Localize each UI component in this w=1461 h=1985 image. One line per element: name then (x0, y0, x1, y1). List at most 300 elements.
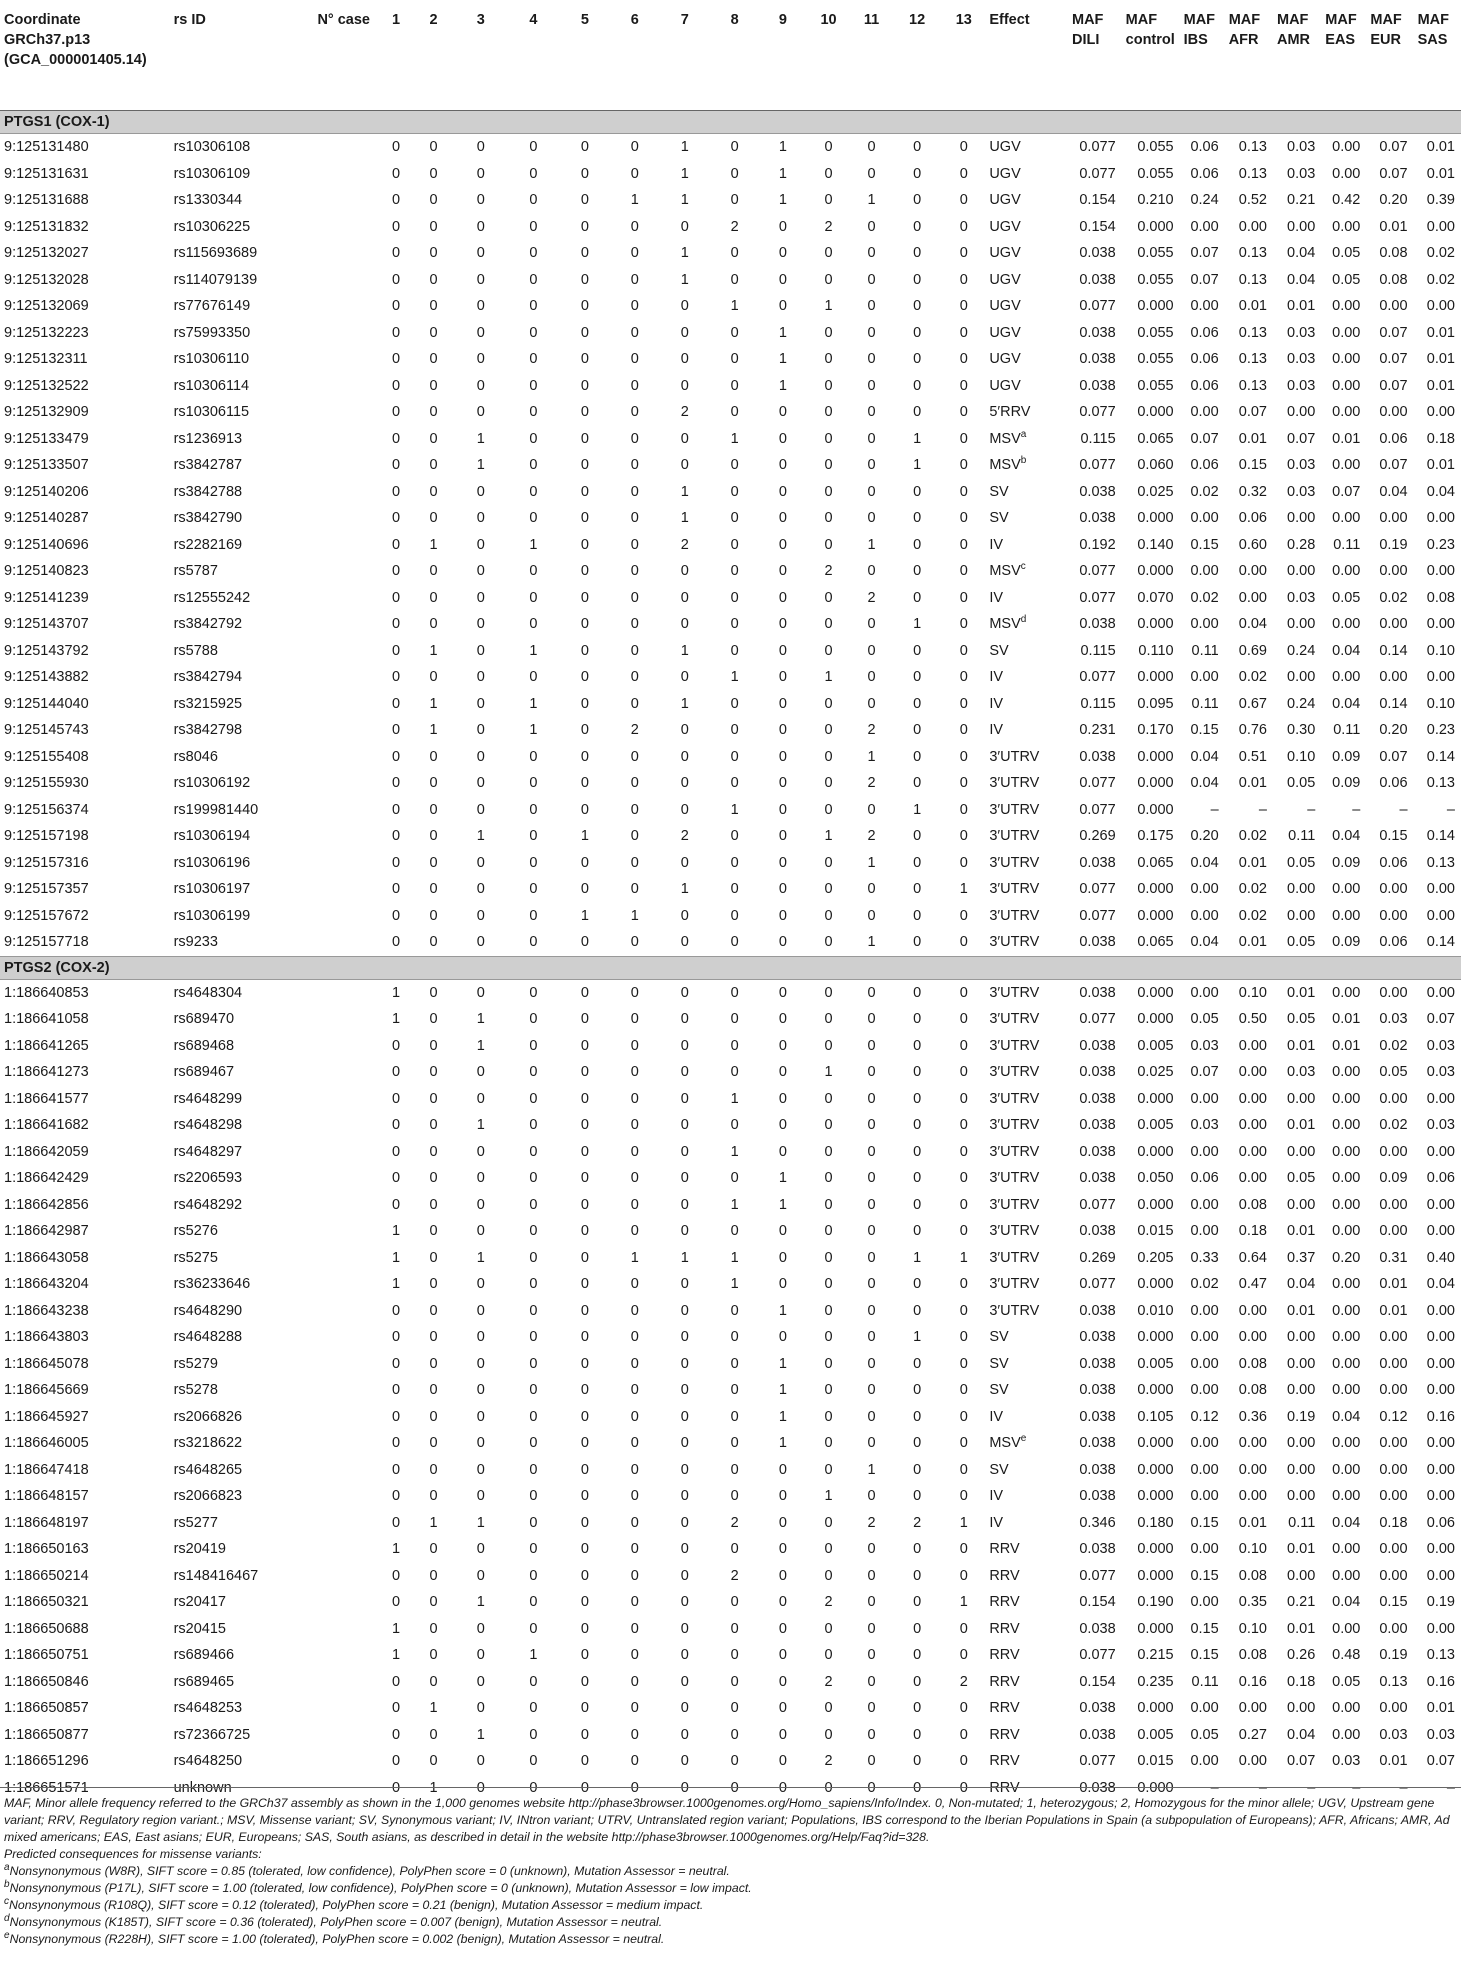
maf-cell: 0.105 (1137, 1408, 1174, 1425)
coordinate-cell: 9:125131480 (4, 139, 89, 156)
genotype-cell: 1 (778, 192, 787, 209)
coordinate-cell: 9:125132909 (4, 404, 89, 421)
maf-cell: 0.15 (1379, 1594, 1408, 1611)
maf-cell: 0.01 (1379, 1302, 1408, 1319)
rs-id-cell: rs20419 (173, 1541, 226, 1558)
genotype-cell: 1 (476, 1117, 485, 1134)
maf-cell: 0.07 (1238, 404, 1267, 421)
table-row (0, 1086, 1461, 1113)
genotype-cell: 0 (730, 1037, 739, 1054)
maf-cell: 0.08 (1426, 589, 1455, 606)
case-count-cell (313, 426, 377, 453)
genotype-cell: 0 (680, 1143, 689, 1160)
genotype-cell: 1 (529, 722, 538, 739)
maf-cell: 0.038 (1079, 984, 1116, 1001)
rs-id-cell: rs3842790 (173, 510, 243, 527)
genotype-cell: 0 (867, 1673, 876, 1690)
genotype-cell: 0 (824, 1541, 833, 1558)
genotype-cell: 0 (680, 324, 689, 341)
genotype-cell: 0 (476, 669, 485, 686)
genotype-cell: 0 (730, 165, 739, 182)
genotype-cell: 0 (580, 1196, 589, 1213)
maf-cell: 0.32 (1238, 483, 1267, 500)
maf-cell: 0.055 (1137, 324, 1174, 341)
case-count-cell (313, 1669, 377, 1696)
genotype-cell: 0 (680, 1355, 689, 1372)
genotype-cell: 0 (529, 1302, 538, 1319)
genotype-cell: 0 (913, 828, 922, 845)
genotype-cell: 0 (913, 589, 922, 606)
genotype-cell: 0 (476, 245, 485, 262)
missense-note (4, 1863, 1454, 1880)
maf-cell: 0.15 (1379, 828, 1408, 845)
genotype-cell: 0 (429, 1037, 438, 1054)
genotype-cell: 0 (529, 351, 538, 368)
genotype-cell: 0 (429, 775, 438, 792)
genotype-cell: 2 (824, 1594, 833, 1611)
genotype-cell: 0 (630, 1753, 639, 1770)
maf-cell: 0.00 (1332, 1355, 1361, 1372)
genotype-cell: 0 (580, 1090, 589, 1107)
maf-cell: 0.00 (1287, 1461, 1316, 1478)
genotype-cell: 0 (680, 430, 689, 447)
maf-cell: 0.00 (1238, 1302, 1267, 1319)
genotype-cell: 0 (391, 192, 401, 209)
genotype-cell: 0 (476, 1673, 485, 1690)
maf-cell: 0.00 (1426, 1355, 1455, 1372)
genotype-cell: 0 (959, 801, 968, 818)
genotype-cell: 0 (476, 1276, 485, 1293)
genotype-cell: 1 (778, 1382, 787, 1399)
genotype-cell: 1 (391, 1276, 401, 1293)
genotype-cell: 0 (824, 722, 833, 739)
effect-label: UGV (989, 298, 1021, 315)
table-header-row (0, 0, 1461, 111)
coordinate-cell: 1:186650751 (4, 1647, 89, 1664)
column-header: 12 (892, 0, 940, 111)
genotype-cell: 0 (476, 1223, 485, 1240)
genotype-cell: 0 (391, 616, 401, 633)
genotype-cell: 2 (730, 1567, 739, 1584)
genotype-cell: 0 (391, 907, 401, 924)
genotype-cell: 0 (529, 192, 538, 209)
genotype-cell: 0 (529, 775, 538, 792)
genotype-cell: 0 (580, 722, 589, 739)
maf-cell: 0.000 (1137, 1329, 1174, 1346)
genotype-cell: 0 (730, 1753, 739, 1770)
genotype-cell: 0 (824, 775, 833, 792)
genotype-cell: 0 (824, 324, 833, 341)
effect-label: UGV (989, 192, 1021, 209)
genotype-cell: 0 (867, 1408, 876, 1425)
genotype-cell: 0 (391, 1779, 401, 1796)
maf-cell: 0.000 (1137, 563, 1174, 580)
maf-cell: 0.09 (1332, 775, 1361, 792)
maf-cell: 0.02 (1238, 828, 1267, 845)
effect-cell (985, 717, 1068, 744)
genotype-cell: 0 (529, 1223, 538, 1240)
genotype-cell: 0 (580, 854, 589, 871)
genotype-cell: 0 (630, 404, 639, 421)
maf-cell: 0.00 (1190, 404, 1219, 421)
genotype-cell: 0 (529, 1170, 538, 1187)
genotype-cell: 0 (824, 589, 833, 606)
coordinate-cell: 1:186641058 (4, 1011, 89, 1028)
table-row (0, 134, 1461, 161)
genotype-cell: 0 (913, 298, 922, 315)
maf-cell: 0.00 (1190, 563, 1219, 580)
maf-cell: 0.065 (1137, 934, 1174, 951)
genotype-cell: 0 (580, 1700, 589, 1717)
missense-note (4, 1914, 1454, 1931)
genotype-cell: 0 (959, 669, 968, 686)
maf-cell: 0.00 (1379, 1143, 1408, 1160)
genotype-cell: 0 (580, 748, 589, 765)
genotype-cell: 1 (730, 430, 739, 447)
genotype-cell: 0 (391, 1170, 401, 1187)
coordinate-cell: 1:186642059 (4, 1143, 89, 1160)
coordinate-cell: 1:186641265 (4, 1037, 89, 1054)
genotype-cell: 2 (630, 722, 639, 739)
column-header: 8 (709, 0, 757, 111)
effect-cell (985, 850, 1068, 877)
maf-cell: 0.05 (1332, 271, 1361, 288)
missense-notes-list (4, 1863, 1454, 1948)
genotype-cell: 0 (630, 1567, 639, 1584)
maf-cell: 0.01 (1426, 377, 1455, 394)
genotype-cell: 0 (391, 1302, 401, 1319)
maf-cell: 0.06 (1190, 377, 1219, 394)
genotype-cell: 0 (778, 245, 787, 262)
maf-cell: 0.07 (1426, 1011, 1455, 1028)
genotype-cell: 0 (680, 1779, 689, 1796)
genotype-cell: 0 (824, 1037, 833, 1054)
maf-cell: 0.33 (1190, 1249, 1219, 1266)
genotype-cell: 0 (959, 695, 968, 712)
effect-cell (985, 770, 1068, 797)
genotype-cell: 0 (680, 589, 689, 606)
maf-cell: 0.00 (1238, 1488, 1267, 1505)
note-text: Nonsynonymous (R108Q), SIFT score = 0.12 (tolerated), PolyPhen score = 0.21 (benign), Mutation Assessor = medium impact. (9, 1898, 704, 1912)
maf-cell: 0.077 (1079, 669, 1116, 686)
genotype-cell: 0 (580, 1329, 589, 1346)
maf-cell: 0.00 (1379, 1329, 1408, 1346)
coordinate-cell: 9:125144040 (4, 695, 89, 712)
maf-cell: 0.13 (1426, 775, 1455, 792)
maf-cell: 0.00 (1332, 1620, 1361, 1637)
genotype-cell: 0 (630, 457, 639, 474)
table-row (0, 240, 1461, 267)
maf-cell: 0.05 (1287, 775, 1316, 792)
maf-cell: 0.077 (1079, 457, 1116, 474)
maf-cell: 0.00 (1379, 1488, 1408, 1505)
maf-cell: 0.08 (1379, 245, 1408, 262)
genotype-cell: 0 (580, 1541, 589, 1558)
effect-label: 3′UTRV (989, 1302, 1040, 1319)
maf-cell: 0.154 (1079, 218, 1116, 235)
table-row (0, 1722, 1461, 1749)
genotype-cell: 0 (913, 324, 922, 341)
maf-cell: 0.03 (1287, 351, 1316, 368)
genotype-cell: 0 (429, 1302, 438, 1319)
maf-cell: 0.00 (1332, 324, 1361, 341)
genotype-cell: 0 (959, 1302, 968, 1319)
genotype-cell: 0 (680, 1064, 689, 1081)
effect-label: 3′UTRV (989, 1170, 1040, 1187)
maf-cell: 0.01 (1379, 1276, 1408, 1293)
maf-cell: 0.00 (1190, 1461, 1219, 1478)
maf-cell: 0.038 (1079, 1117, 1116, 1134)
case-count-cell (313, 1006, 377, 1033)
genotype-cell: 0 (391, 165, 401, 182)
maf-cell: 0.67 (1238, 695, 1267, 712)
maf-cell: 0.00 (1190, 1090, 1219, 1107)
maf-cell: 0.110 (1138, 642, 1174, 659)
maf-cell: 0.065 (1137, 430, 1174, 447)
effect-label: 3′UTRV (989, 1249, 1040, 1266)
table-row (0, 1404, 1461, 1431)
maf-cell: 0.038 (1079, 1488, 1116, 1505)
maf-cell: 0.03 (1190, 1117, 1219, 1134)
genotype-cell: 0 (476, 1408, 485, 1425)
genotype-cell: 0 (630, 1488, 639, 1505)
genotype-cell: 0 (867, 298, 876, 315)
genotype-cell: 0 (391, 245, 401, 262)
effect-cell (985, 1589, 1068, 1616)
genotype-cell: 0 (630, 1461, 639, 1478)
coordinate-cell: 1:186650688 (4, 1620, 89, 1637)
genotype-cell: 0 (391, 1408, 401, 1425)
effect-label: 3′UTRV (989, 1143, 1040, 1160)
genotype-cell: 0 (529, 1355, 538, 1372)
effect-cell (985, 1139, 1068, 1166)
genotype-cell: 0 (824, 510, 833, 527)
genotype-cell: 0 (429, 828, 438, 845)
genotype-cell: 0 (580, 192, 589, 209)
genotype-cell: 0 (391, 377, 401, 394)
maf-cell: 0.04 (1190, 854, 1219, 871)
maf-cell: 0.05 (1287, 854, 1316, 871)
maf-cell: 0.08 (1238, 1196, 1267, 1213)
section-title: PTGS1 (COX-1) (0, 111, 1461, 134)
maf-cell: 0.00 (1426, 1567, 1455, 1584)
effect-cell (985, 1351, 1068, 1378)
maf-cell: 0.00 (1332, 1064, 1361, 1081)
maf-cell: 0.038 (1079, 616, 1116, 633)
genotype-cell: 0 (476, 298, 485, 315)
genotype-cell: 0 (476, 1488, 485, 1505)
genotype-cell: 0 (778, 1064, 787, 1081)
maf-cell: 0.000 (1137, 1435, 1174, 1452)
table-row (0, 532, 1461, 559)
genotype-cell: 0 (730, 483, 739, 500)
genotype-cell: 0 (959, 1355, 968, 1372)
genotype-cell: 0 (476, 165, 485, 182)
genotype-cell: 0 (824, 1090, 833, 1107)
genotype-cell: 1 (959, 881, 968, 898)
maf-cell: 0.005 (1137, 1355, 1174, 1372)
genotype-cell: 0 (580, 139, 589, 156)
genotype-cell: 0 (913, 775, 922, 792)
maf-cell: 0.00 (1379, 1223, 1408, 1240)
table-footnotes (4, 1795, 1454, 1948)
genotype-cell: 0 (580, 324, 589, 341)
maf-cell: 0.31 (1379, 1249, 1408, 1266)
coordinate-cell: 9:125131631 (4, 165, 89, 182)
maf-cell: 0.37 (1287, 1249, 1316, 1266)
genotype-cell: 0 (529, 1753, 538, 1770)
genotype-cell: 1 (391, 1223, 401, 1240)
missense-note (4, 1931, 1454, 1948)
rs-id-cell: rs10306225 (173, 218, 251, 235)
genotype-cell: 0 (580, 1779, 589, 1796)
genotype-cell: 0 (429, 1223, 438, 1240)
effect-cell (985, 161, 1068, 188)
maf-cell: 0.04 (1190, 934, 1219, 951)
genotype-cell: 0 (580, 775, 589, 792)
maf-cell: 0.00 (1332, 1276, 1361, 1293)
case-count-cell (313, 1298, 377, 1325)
maf-cell: 0.00 (1238, 1143, 1267, 1160)
maf-cell: 0.20 (1190, 828, 1219, 845)
abbreviations-note: MAF, Minor allele frequency referred to the GRCh37 assembly as shown in the 1,000 genomes website http://phase3browser.1000genomes.org/Homo_sapiens/Info/Index. 0, Non-mutated; 1, heterozygous; 2, Homozygous for the minor allele; UGV, Upstream gene variant; RRV, Regulatory region variant.; MSV, Missense variant; SV, Synonymous variant; IV, INtron variant; UTRV, Untranslated region variant; Populations, IBS correspond to the Iberian Populations in Spain (a subpopulation of Europeans); AFR, Africans; AMR, Ad mixed americans; EAS, East asians; EUR, Europeans; SAS, South asians, as described in detail in the website http://phase3browser.1000genomes.org/Help/Faq?id=328. (4, 1796, 1450, 1844)
case-count-cell (313, 611, 377, 638)
maf-cell: 0.00 (1332, 1382, 1361, 1399)
genotype-cell: 0 (959, 854, 968, 871)
maf-cell: 0.00 (1190, 1541, 1219, 1558)
maf-cell: 0.070 (1137, 589, 1174, 606)
maf-cell: 0.40 (1426, 1249, 1455, 1266)
genotype-cell: 0 (580, 695, 589, 712)
genotype-cell: 0 (429, 589, 438, 606)
maf-cell: 0.00 (1287, 881, 1316, 898)
case-count-cell (313, 505, 377, 532)
maf-cell: 0.01 (1287, 1223, 1316, 1240)
maf-cell: 0.01 (1426, 457, 1455, 474)
genotype-cell: 1 (476, 828, 485, 845)
genotype-cell: 0 (529, 165, 538, 182)
maf-cell: 0.000 (1137, 748, 1174, 765)
maf-cell: 0.000 (1137, 1461, 1174, 1478)
genotype-cell: 0 (913, 907, 922, 924)
genotype-cell: 0 (391, 1673, 401, 1690)
genotype-cell: 0 (680, 1276, 689, 1293)
maf-cell: 0.04 (1332, 1408, 1361, 1425)
maf-cell: 0.07 (1379, 457, 1408, 474)
genotype-cell: 0 (476, 139, 485, 156)
genotype-cell: 0 (680, 1196, 689, 1213)
maf-cell: 0.06 (1379, 854, 1408, 871)
maf-cell: 0.00 (1332, 1302, 1361, 1319)
genotype-cell: 1 (630, 907, 639, 924)
genotype-cell: 2 (867, 828, 876, 845)
genotype-cell: 0 (867, 1541, 876, 1558)
genotype-cell: 0 (730, 1382, 739, 1399)
genotype-cell: 0 (680, 1488, 689, 1505)
maf-cell: 0.00 (1332, 669, 1361, 686)
genotype-cell: 0 (778, 1594, 787, 1611)
maf-cell: 0.06 (1379, 430, 1408, 447)
maf-cell: 0.02 (1238, 669, 1267, 686)
genotype-cell: 0 (913, 1170, 922, 1187)
coordinate-cell: 1:186645927 (4, 1408, 89, 1425)
column-header: 11 (849, 0, 892, 111)
genotype-cell: 2 (680, 404, 689, 421)
maf-cell: 0.00 (1238, 563, 1267, 580)
maf-cell: 0.055 (1137, 377, 1174, 394)
genotype-cell: 1 (429, 1700, 438, 1717)
effect-label: UGV (989, 165, 1021, 182)
maf-cell: 0.13 (1426, 854, 1455, 871)
maf-cell: 0.07 (1332, 483, 1361, 500)
maf-cell: 0.04 (1332, 642, 1361, 659)
genotype-cell: 1 (824, 1064, 833, 1081)
genotype-cell: 0 (867, 1435, 876, 1452)
genotype-cell: 1 (913, 457, 922, 474)
genotype-cell: 0 (913, 1461, 922, 1478)
genotype-cell: 0 (959, 192, 968, 209)
case-count-cell (313, 823, 377, 850)
genotype-cell: 0 (959, 907, 968, 924)
maf-cell: 0.00 (1379, 563, 1408, 580)
genotype-cell: 1 (730, 1143, 739, 1160)
maf-cell: 0.038 (1079, 1302, 1116, 1319)
effect-cell (985, 1616, 1068, 1643)
maf-cell: 0.00 (1426, 1541, 1455, 1558)
genotype-cell: 0 (476, 642, 485, 659)
maf-cell: 0.00 (1190, 510, 1219, 527)
maf-cell: 0.01 (1287, 1620, 1316, 1637)
effect-cell (985, 585, 1068, 612)
genotype-cell: 0 (529, 589, 538, 606)
genotype-cell: 0 (730, 1726, 739, 1743)
genotype-cell: 0 (630, 695, 639, 712)
case-count-cell (313, 1033, 377, 1060)
genotype-cell: 1 (680, 510, 689, 527)
maf-cell: 0.03 (1379, 1011, 1408, 1028)
maf-cell: 0.05 (1287, 1170, 1316, 1187)
maf-cell: 0.015 (1137, 1223, 1174, 1240)
genotype-cell: 0 (867, 1488, 876, 1505)
genotype-cell: 0 (680, 1011, 689, 1028)
genotype-cell: 0 (959, 722, 968, 739)
genotype-cell: 0 (476, 589, 485, 606)
column-header: MAF DILI (1068, 0, 1122, 111)
effect-label: IV (989, 1408, 1004, 1425)
genotype-cell: 0 (429, 1276, 438, 1293)
genotype-cell: 0 (429, 1753, 438, 1770)
case-count-cell (313, 214, 377, 241)
effect-cell (985, 929, 1068, 956)
table-row (0, 1642, 1461, 1669)
maf-cell: 0.00 (1379, 1355, 1408, 1372)
maf-cell: – (1399, 1779, 1408, 1796)
genotype-cell: 0 (680, 1170, 689, 1187)
genotype-cell: 2 (730, 218, 739, 235)
effect-label: SV (989, 1382, 1009, 1399)
coordinate-cell: 9:125145743 (4, 722, 89, 739)
genotype-cell: 0 (391, 1726, 401, 1743)
genotype-cell: 0 (580, 1382, 589, 1399)
genotype-cell: 2 (824, 563, 833, 580)
rs-id-cell: rs4648297 (173, 1143, 243, 1160)
genotype-cell: 0 (529, 1726, 538, 1743)
maf-cell: 0.000 (1137, 984, 1174, 1001)
maf-cell: 0.11 (1191, 1673, 1219, 1690)
note-text: Nonsynonymous (P17L), SIFT score = 1.00 (tolerated, low confidence), PolyPhen score = 0 (unknown), Mutation Assessor = low impact. (9, 1881, 752, 1895)
maf-cell: 0.03 (1287, 324, 1316, 341)
maf-cell: 0.04 (1238, 616, 1267, 633)
